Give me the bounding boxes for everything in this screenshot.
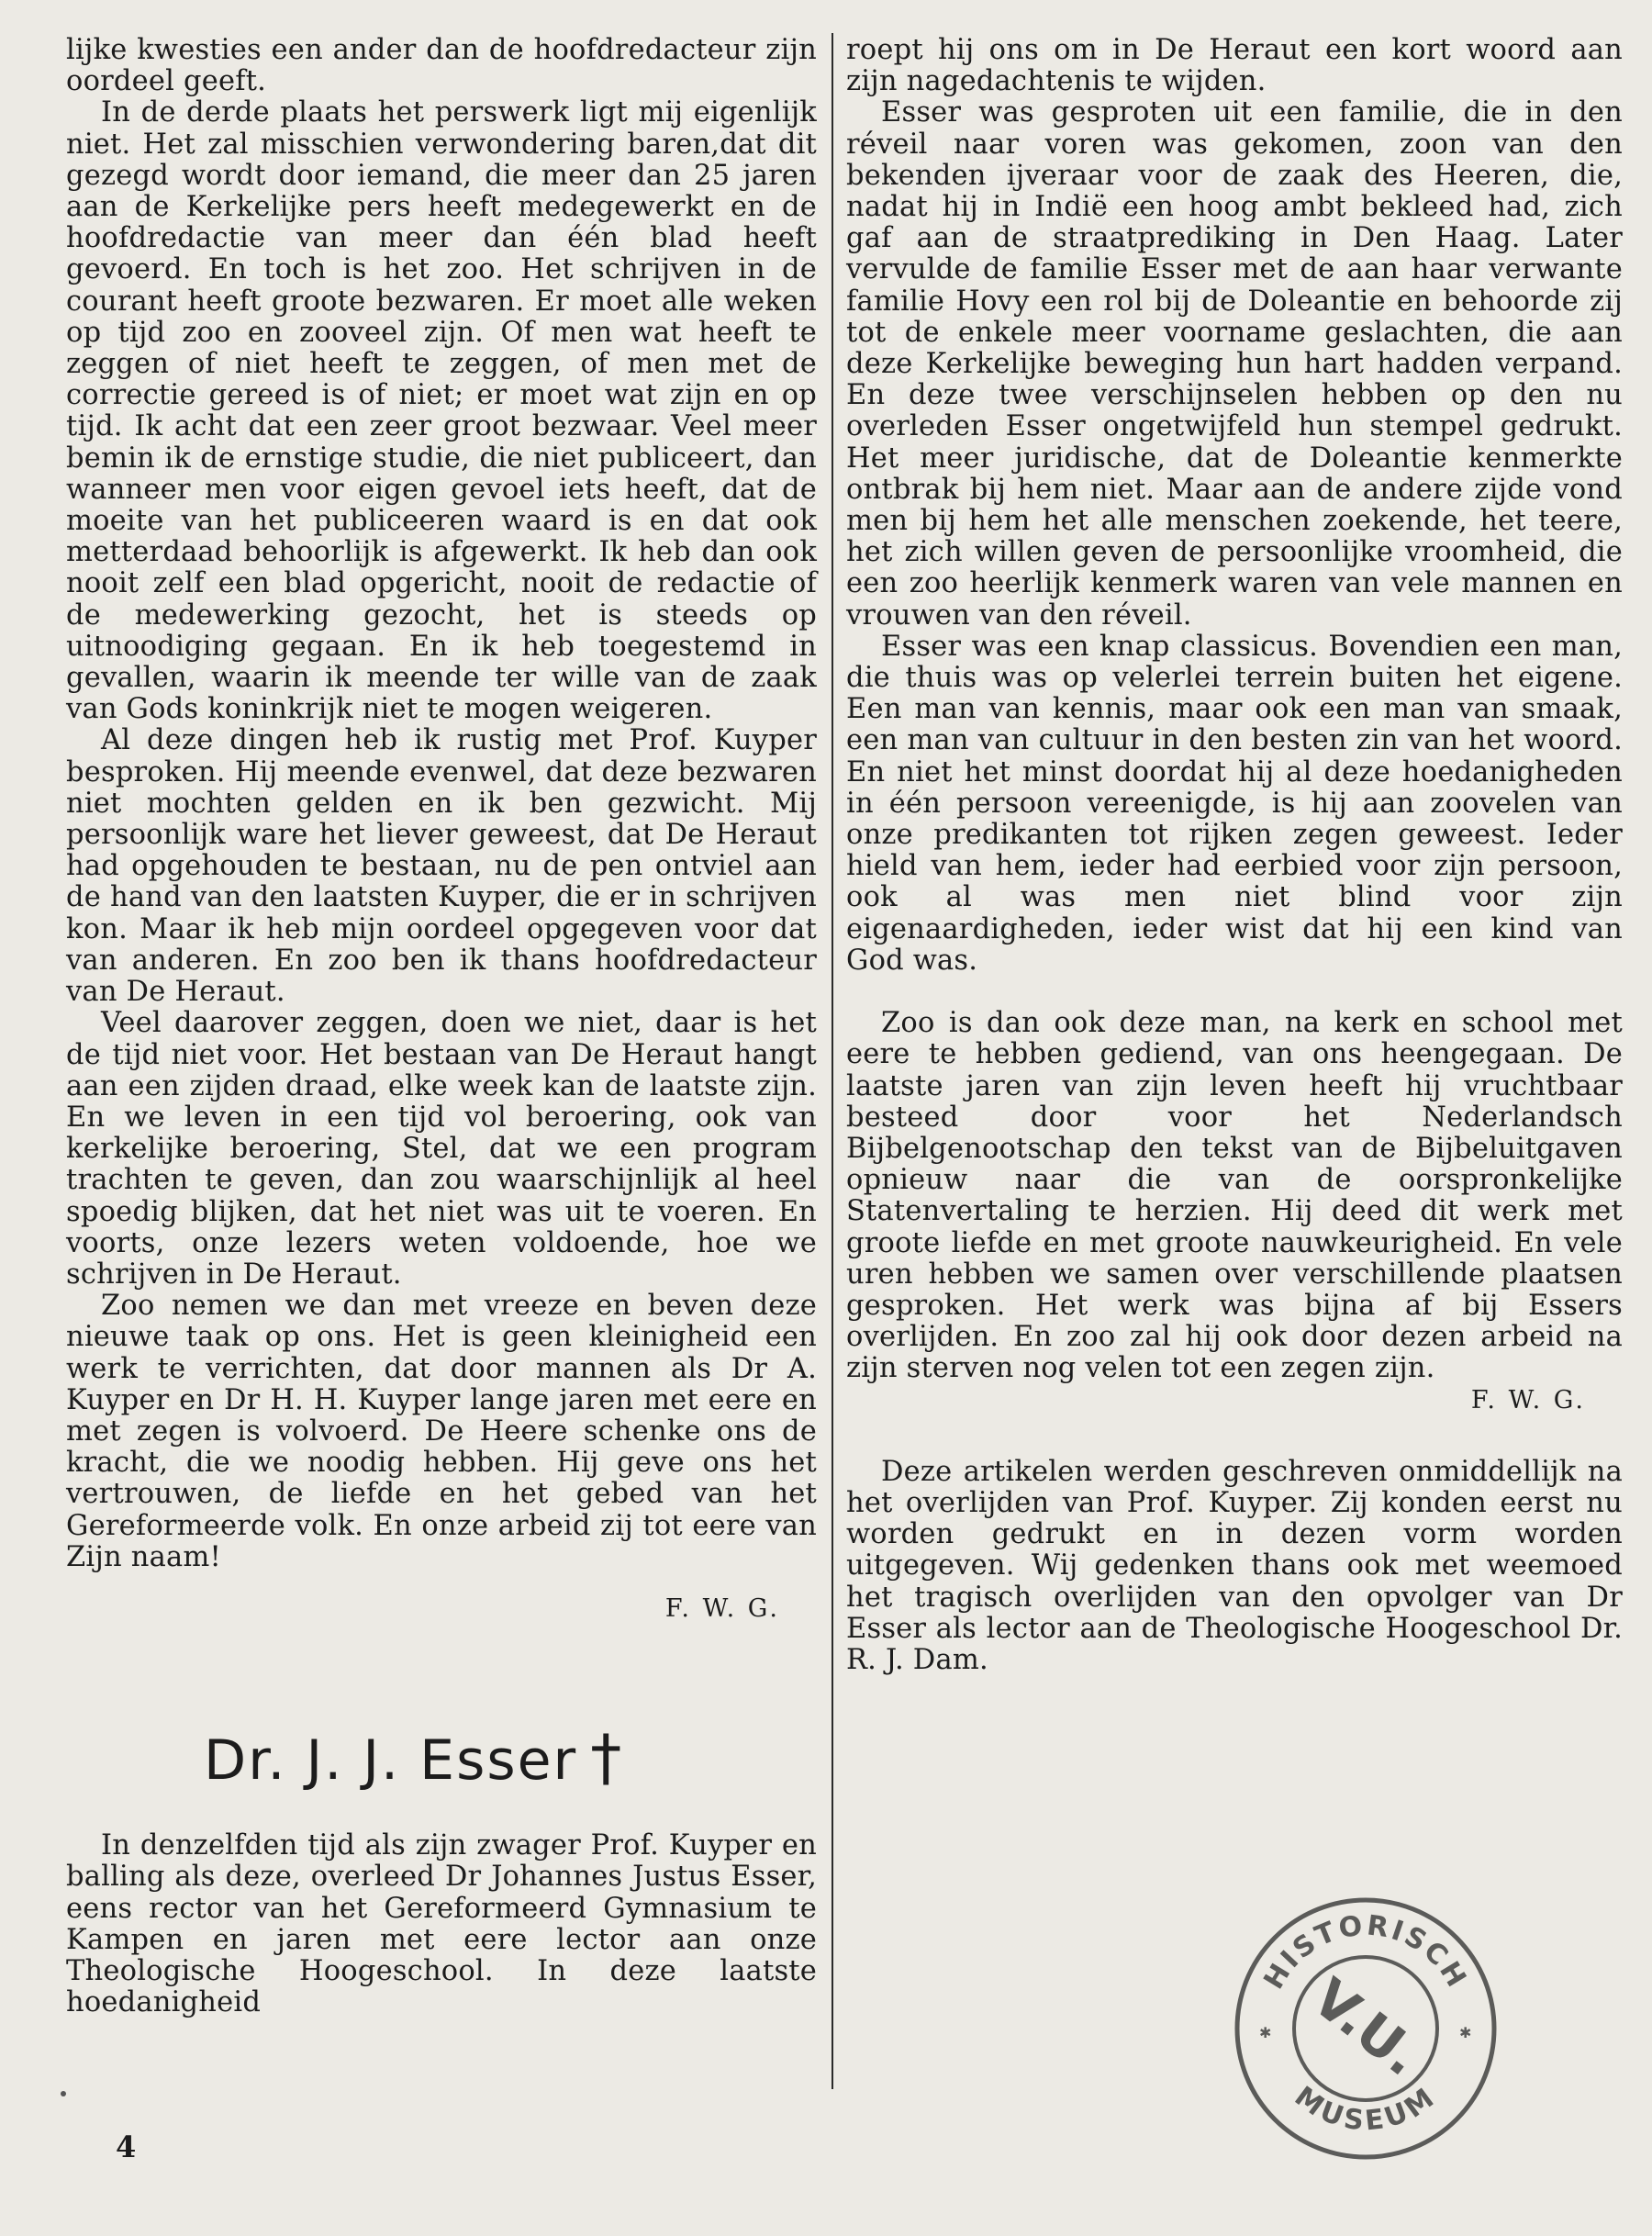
stamp-star-left: ✱ bbox=[1259, 2024, 1272, 2041]
left-signature: F. W. G. bbox=[664, 1593, 780, 1623]
column-divider bbox=[832, 33, 833, 2089]
right-paragraph-3: Esser was een knap classicus. Bovendien een man, die thuis was op velerlei terrein buiten het eigene. Een man van kennis, maar ook een man van smaak, een man van cultuur in den besten zin van het woord. En niet het minst doordat hij al deze hoedanigheden in één persoon vereenigde, is hij aan zoovelen van onze predikanten tot rijken zegen geweest. Ieder hield van hem, ieder had eerbied voor zijn persoon, ook al was men niet blind voor zijn eigenaardigheden, ieder wist dat hij een kind van God was. bbox=[846, 630, 1623, 977]
cross-icon: † bbox=[590, 1722, 624, 1795]
page-number: 4 bbox=[116, 2130, 137, 2164]
left-paragraph-2: In de derde plaats het perswerk ligt mij eigenlijk niet. Het zal misschien verwondering baren,dat dit gezegd wordt door iemand, die meer dan 25 jaren aan de Kerkelijke pers heeft medegewerkt en de hoofdredactie van meer dan één blad heeft gevoerd. En toch is het zoo. Het schrijven in de courant heeft groote bezwaren. Er moet alle weken op tijd zoo en zooveel zijn. Of men wat heeft te zeggen of niet heeft te zeggen, of men met de correctie gereed is of niet; er moet wat zijn en op tijd. Ik acht dat een zeer groot bezwaar. Veel meer bemin ik de ernstige studie, die niet publiceert, dan wanneer men voor eigen gevoel iets heeft, dat de moeite van het publiceeren waard is en dat ook metterdaad behoorlijk is afgewerkt. Ik heb dan ook nooit zelf een blad opgericht, nooit de redactie of de medewerking gezocht, het is steeds op uitnoodiging gegaan. En ik heb toegestemd in gevallen, waarin ik meende ter wille van de zaak van Gods koninkrijk niet te mogen weigeren. bbox=[66, 96, 817, 726]
right-paragraph-4: Zoo is dan ook deze man, na kerk en school met eere te hebben gediend, van ons heengegaan. De laatste jaren van zijn leven heeft hij vruchtbaar besteed door voor het Nederlandsch Bijbelgenootschap den tekst van de Bijbeluitgaven opnieuw naar die van de oorspronkelijke Statenvertaling te herzien. Hij deed dit werk met groote liefde en met groote nauwkeurigheid. En vele uren hebben we samen over verschillende plaatsen gesproken. Het werk was bijna af bij Essers overlijden. En zoo zal hij ook door dezen arbeid na zijn sterven nog velen tot een zegen zijn. bbox=[846, 1007, 1623, 1385]
right-signature: F. W. G. bbox=[1470, 1385, 1586, 1414]
svg-text:MUSEUM bbox=[1289, 2080, 1443, 2137]
left-paragraph-5: Zoo nemen we dan met vreeze en beven deze nieuwe taak op ons. Het is geen kleinigheid een werk te verrichten, dat door mannen als Dr A. Kuyper en Dr H. H. Kuyper lange jaren met eere en met zegen is volvoerd. De Heere schenke ons de kracht, die we noodig hebben. Hij geve ons het vertrouwen, de liefde en het gebed van het Gereformeerde volk. En onze arbeid zij tot eere van Zijn naam! bbox=[66, 1290, 817, 1573]
right-paragraph-1: roept hij ons om in De Heraut een kort woord aan zijn nagedachtenis te wijden. bbox=[846, 34, 1623, 98]
stamp-center-text: V.U. bbox=[1300, 1966, 1433, 2088]
left-paragraph-1: lijke kwesties een ander dan de hoofdredacteur zijn oordeel geeft. bbox=[66, 34, 817, 98]
right-column bbox=[846, 35, 1623, 1676]
ink-speck bbox=[61, 2091, 66, 2096]
stamp-star-right: ✱ bbox=[1459, 2024, 1472, 2041]
left-paragraph-4: Veel daarover zeggen, doen we niet, daar is het de tijd niet voor. Het bestaan van De Heraut hangt aan een zijden draad, elke week kan de laatste zijn. En we leven in een tijd vol beroering, ook van kerkelijke beroering, Stel, dat we een program trachten te geven, dan zou waarschijnlijk al heel spoedig blijken, dat het niet was uit te voeren. En voorts, onze lezers weten voldoende, hoe we schrijven in De Heraut. bbox=[66, 1007, 817, 1291]
obituary-title: Dr. J. J. Esser bbox=[204, 1728, 578, 1794]
obituary-intro: In denzelfden tijd als zijn zwager Prof. Kuyper en balling als deze, overleed Dr Johannes Justus Esser, eens rector van het Gereformeerd Gymnasium te Kampen en jaren met eere lector aan onze Theologische Hoogeschool. In deze laatste hoedanigheid bbox=[66, 1829, 817, 2019]
right-paragraph-2: Esser was gesproten uit een familie, die in den réveil naar voren was gekomen, zoon van den bekenden ijveraar voor de zaak des Heeren, die, nadat hij in Indië een hoog ambt bekleed had, zich gaf aan de straatprediking in Den Haag. Later vervulde de familie Esser met de aan haar verwante familie Hovy een rol bij de Doleantie en behoorde zij tot de enkele meer voorname geslachten, die aan deze Kerkelijke beweging hun hart hadden verpand. En deze twee verschijnselen hebben op den nu overleden Esser ongetwijfeld hun stempel gedrukt. Het meer juridische, dat de Doleantie kenmerkte ontbrak bij hem niet. Maar aan de andere zijde vond men bij hem het alle menschen zoekende, het teere, het zich willen geven de persoonlijke vroomheid, die een zoo heerlijk kenmerk waren van vele mannen en vrouwen van den réveil. bbox=[846, 96, 1623, 632]
left-paragraph-3: Al deze dingen heb ik rustig met Prof. Kuyper besproken. Hij meende evenwel, dat deze bezwaren niet mochten gelden en ik ben gezwicht. Mij persoonlijk ware het liever geweest, dat De Heraut had opgehouden te bestaan, nu de pen ontviel aan de hand van den laatsten Kuyper, die er in schrijven kon. Maar ik heb mijn oordeel opgegeven voor dat van anderen. En zoo ben ik thans hoofdredacteur van De Heraut. bbox=[66, 724, 817, 1009]
stamp-bottom-text: MUSEUM bbox=[1288, 2080, 1444, 2138]
stamp-top-text: HISTORISCH bbox=[1257, 1909, 1474, 1996]
museum-stamp bbox=[1228, 1891, 1503, 2166]
left-column bbox=[66, 35, 817, 2018]
editorial-note: Deze artikelen werden geschreven onmiddellijk na het overlijden van Prof. Kuyper. Zij konden eerst nu worden gedrukt en in dezen vorm worden uitgegeven. Wij gedenken thans ook met weemoed het tragisch overlijden van den opvolger van Dr Esser als lector aan de Theologische Hoogeschool Dr. R. J. Dam. bbox=[846, 1455, 1623, 1676]
obituary-headline bbox=[204, 1722, 817, 1795]
